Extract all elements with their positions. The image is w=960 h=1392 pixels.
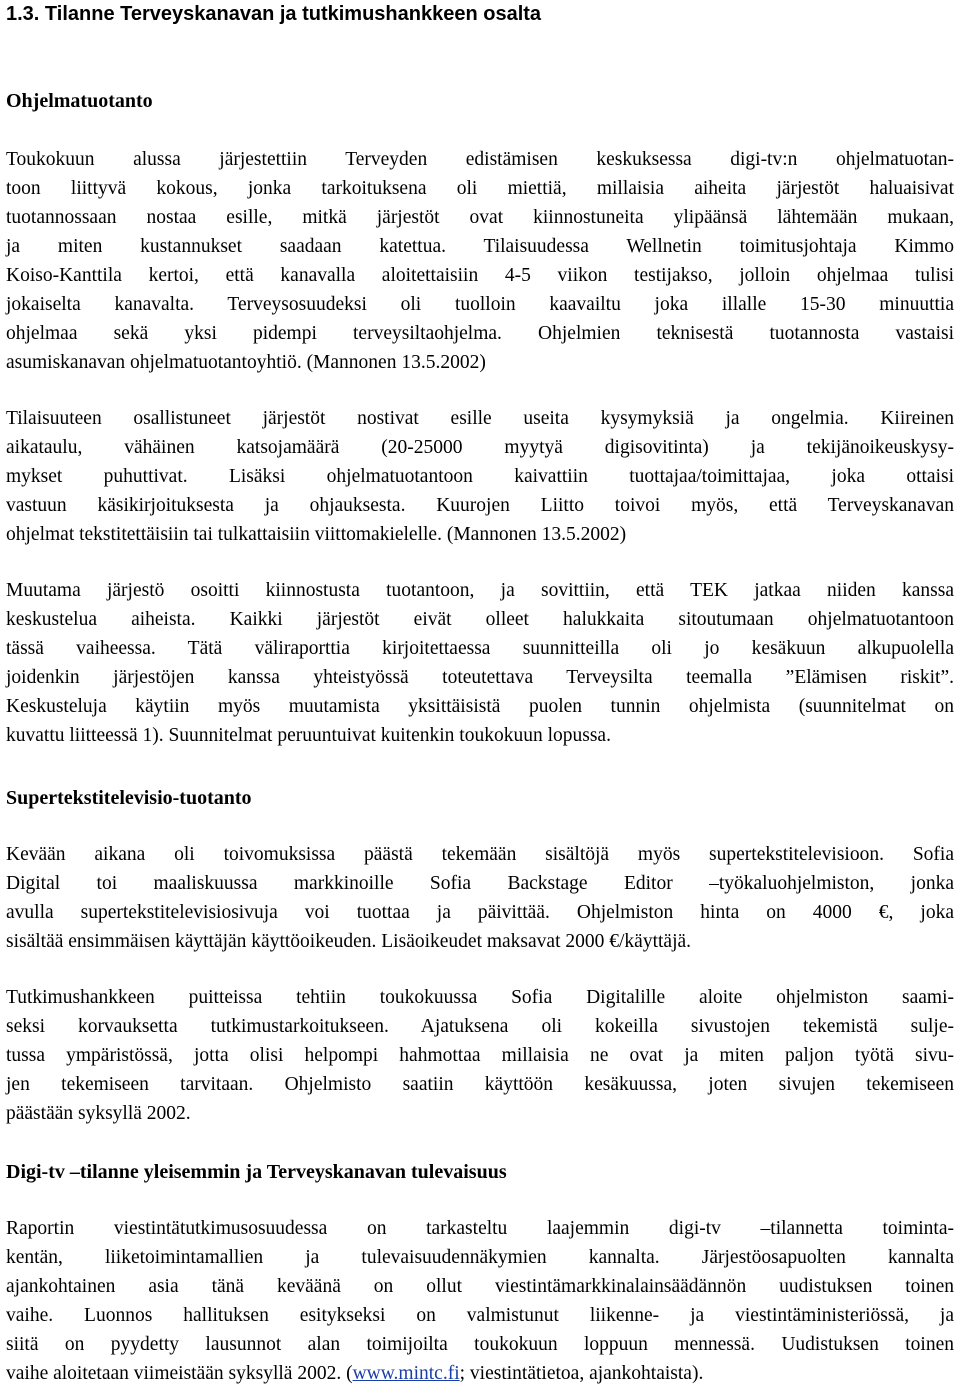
- heading-ohjelmatuotanto: Ohjelmatuotanto: [6, 90, 153, 112]
- heading-supertekstitelevisio: Supertekstitelevisio-tuotanto: [6, 787, 252, 809]
- text-line: ajankohtainen asia tänä keväänä on ollut viestintämarkkinalainsäädännön uudistuksen toinen: [6, 1276, 954, 1297]
- text-line: jokaiselta kanavalta. Terveysosuudeksi oli tuolloin kaavailtu joka illalle 15-30 minuuttia: [6, 294, 954, 315]
- paragraph-1: [6, 145, 954, 377]
- text-line: Kevään aikana oli toivomuksissa päästä tekemään sisältöjä myös supertekstitelevisioon. Sofia: [6, 844, 954, 865]
- text-line: toon liittyvä kokous, jonka tarkoituksena oli miettiä, millaisia aiheita järjestöt haluaisivat: [6, 178, 954, 199]
- text-line: Koiso-Kanttila kertoi, että kanavalla aloitettaisiin 4-5 viikon testijakso, jolloin ohjelmaa tulisi: [6, 265, 954, 286]
- text-line: mykset puhuttivat. Lisäksi ohjelmatuotantoon kaivattiin tuottajaa/toimittajaa, joka ottaisi: [6, 466, 954, 487]
- text-line-with-link: [6, 1359, 954, 1388]
- text-line: vastuun käsikirjoituksesta ja ohjauksesta. Kuurojen Liitto toivoi myös, että Terveyskanavan: [6, 495, 954, 516]
- text-line: tässä vaiheessa. Tätä väliraporttia kirjoitettaessa suunnitteilla oli jo kesäkuun alkupuolella: [6, 638, 954, 659]
- paragraph-3: [6, 576, 954, 750]
- paragraph-2: [6, 404, 954, 549]
- text-line: kentän, liiketoimintamallien ja tulevaisuudennäkymien kannalta. Järjestöosapuolten kannalta: [6, 1247, 954, 1268]
- text-line: siitä on pyydetty lausunnot alan toimijoilta toukokuun loppuun mennessä. Uudistuksen toinen: [6, 1334, 954, 1355]
- text-line: asumiskanavan ohjelmatuotantoyhtiö. (Mannonen 13.5.2002): [6, 352, 486, 373]
- text-line: avulla supertekstitelevisiosivuja voi tuottaa ja päivittää. Ohjelmiston hinta on 4000 €, joka: [6, 902, 954, 923]
- text-line: Tutkimushankkeen puitteissa tehtiin toukokuussa Sofia Digitalille aloite ohjelmiston saami-: [6, 987, 954, 1008]
- paragraph-6: [6, 1214, 954, 1388]
- text-line: sisältää ensimmäisen käyttäjän käyttöoikeuden. Lisäoikeudet maksavat 2000 €/käyttäjä.: [6, 931, 692, 952]
- text-line: kuvattu liitteessä 1). Suunnitelmat peruuntuivat kuitenkin toukokuun lopussa.: [6, 725, 611, 746]
- text-line: Tilaisuuteen osallistuneet järjestöt nostivat esille useita kysymyksiä ja ongelmia. Kiireinen: [6, 408, 954, 429]
- text-line: vaihe. Luonnos hallituksen esitykseksi on valmistunut liikenne- ja viestintäministeriössä, ja: [6, 1305, 954, 1326]
- text-line: tussa ympäristössä, jotta olisi helpompi hahmottaa millaisia ne ovat ja miten paljon työtä sivu-: [6, 1045, 954, 1066]
- text-line: ja miten kustannukset saadaan katettua. Tilaisuudessa Wellnetin toimitusjohtaja Kimmo: [6, 236, 954, 257]
- text-line: aikataulu, vähäinen katsojamäärä (20-25000 myytyä digisovitinta) ja tekijänoikeuskysy-: [6, 437, 954, 458]
- paragraph-5: [6, 983, 954, 1128]
- text-line: Toukokuun alussa järjestettiin Terveyden edistämisen keskuksessa digi-tv:n ohjelmatuotan-: [6, 149, 954, 170]
- text-line: Keskusteluja käytiin myös muutamista yksittäisistä puolen tunnin ohjelmista (suunnitelmat on: [6, 696, 954, 717]
- link-suffix-text: ; viestintätietoa, ajankohtaista).: [459, 1363, 704, 1384]
- text-line: ohjelmat tekstitettäisiin tai tulkattaisiin viittomakielelle. (Mannonen 13.5.2002): [6, 524, 627, 545]
- text-line: jen tekemiseen tarvitaan. Ohjelmisto saatiin käyttöön kesäkuussa, joten sivujen tekemiseen: [6, 1074, 954, 1095]
- link-prefix-text: vaihe aloitetaan viimeistään syksyllä 2002. (: [6, 1363, 353, 1384]
- mintc-link[interactable]: www.mintc.fi: [352, 1363, 460, 1384]
- text-line: tuotannossaan nostaa esille, mitkä järjestöt ovat kiinnostuneita ylipäänsä lähtemään mukaan,: [6, 207, 954, 228]
- text-line: Raportin viestintätutkimusosuudessa on tarkasteltu laajemmin digi-tv –tilannetta toiminta-: [6, 1218, 954, 1239]
- paragraph-4: [6, 840, 954, 956]
- text-line: Digital toi maaliskuussa markkinoille Sofia Backstage Editor –työkaluohjelmiston, jonka: [6, 873, 954, 894]
- text-line: Muutama järjestö osoitti kiinnostusta tuotantoon, ja sovittiin, että TEK jatkaa niiden kanssa: [6, 580, 954, 601]
- text-line: seksi korvauksetta tutkimustarkoitukseen. Ajatuksena oli kokeilla sivustojen tekemistä sulje-: [6, 1016, 954, 1037]
- text-line: keskustelua aiheista. Kaikki järjestöt eivät olleet halukkaita sitoutumaan ohjelmatuotantoon: [6, 609, 954, 630]
- text-line: ohjelmaa sekä yksi pidempi terveysiltaohjelma. Ohjelmien teknisestä tuotannosta vastaisi: [6, 323, 954, 344]
- text-line: joidenkin järjestöjen kanssa yhteistyössä toteutettava Terveysilta teemalla ”Elämisen riskit”.: [6, 667, 954, 688]
- section-title: 1.3. Tilanne Terveyskanavan ja tutkimushankkeen osalta: [6, 3, 542, 25]
- text-line: päästään syksyllä 2002.: [6, 1103, 191, 1124]
- heading-digitv: Digi-tv –tilanne yleisemmin ja Terveyskanavan tulevaisuus: [6, 1161, 507, 1183]
